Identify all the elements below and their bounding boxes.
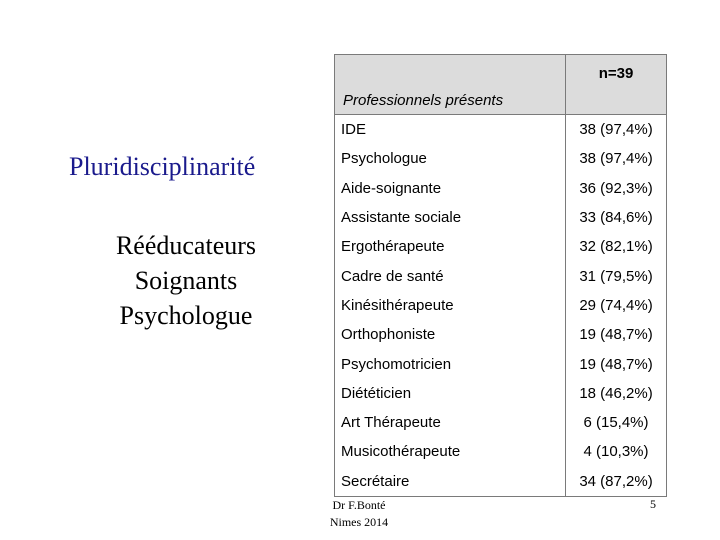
row-label: Psychologue	[335, 144, 566, 173]
footer-author: Dr F.Bonté	[332, 498, 386, 512]
row-label: Assistante sociale	[335, 203, 566, 232]
row-value: 19 (48,7%)	[566, 320, 667, 349]
list-item: Psychologue	[119, 301, 253, 330]
table-row	[335, 115, 667, 145]
row-label: Ergothérapeute	[335, 232, 566, 261]
row-label: IDE	[335, 115, 566, 145]
row-value: 6 (15,4%)	[566, 408, 667, 437]
table-row	[335, 291, 667, 320]
table-row	[335, 320, 667, 349]
list-item: Soignants	[134, 266, 238, 295]
table-header-row	[335, 55, 667, 115]
row-label: Secrétaire	[335, 467, 566, 497]
row-label: Aide-soignante	[335, 174, 566, 203]
row-label: Kinésithérapeute	[335, 291, 566, 320]
profession-group-list	[96, 228, 276, 333]
row-value: 38 (97,4%)	[566, 115, 667, 145]
table-row	[335, 408, 667, 437]
row-value: 4 (10,3%)	[566, 437, 667, 466]
row-value: 19 (48,7%)	[566, 349, 667, 378]
row-value: 18 (46,2%)	[566, 379, 667, 408]
row-value: 36 (92,3%)	[566, 174, 667, 203]
row-value: 32 (82,1%)	[566, 232, 667, 261]
row-label: Psychomotricien	[335, 349, 566, 378]
table-row	[335, 349, 667, 378]
row-label: Art Thérapeute	[335, 408, 566, 437]
table-row	[335, 232, 667, 261]
table-row	[335, 144, 667, 173]
table-row	[335, 437, 667, 466]
row-value: 38 (97,4%)	[566, 144, 667, 173]
table-row	[335, 203, 667, 232]
row-value: 34 (87,2%)	[566, 467, 667, 497]
table-row	[335, 174, 667, 203]
page-number: 5	[650, 497, 656, 511]
slide-footer	[320, 497, 398, 531]
header-count: n=39	[566, 55, 667, 115]
footer-place-year: Nimes 2014	[329, 515, 389, 529]
row-label: Diététicien	[335, 379, 566, 408]
row-value: 31 (79,5%)	[566, 261, 667, 290]
row-value: 29 (74,4%)	[566, 291, 667, 320]
table-row	[335, 261, 667, 290]
table-row	[335, 379, 667, 408]
list-item: Rééducateurs	[115, 231, 257, 260]
slide-title: Pluridisciplinarité	[69, 152, 256, 181]
row-label: Orthophoniste	[335, 320, 566, 349]
professionals-table	[334, 54, 667, 497]
row-label: Musicothérapeute	[335, 437, 566, 466]
row-label: Cadre de santé	[335, 261, 566, 290]
table-row	[335, 467, 667, 497]
header-professionals: Professionnels présents	[335, 55, 566, 115]
row-value: 33 (84,6%)	[566, 203, 667, 232]
